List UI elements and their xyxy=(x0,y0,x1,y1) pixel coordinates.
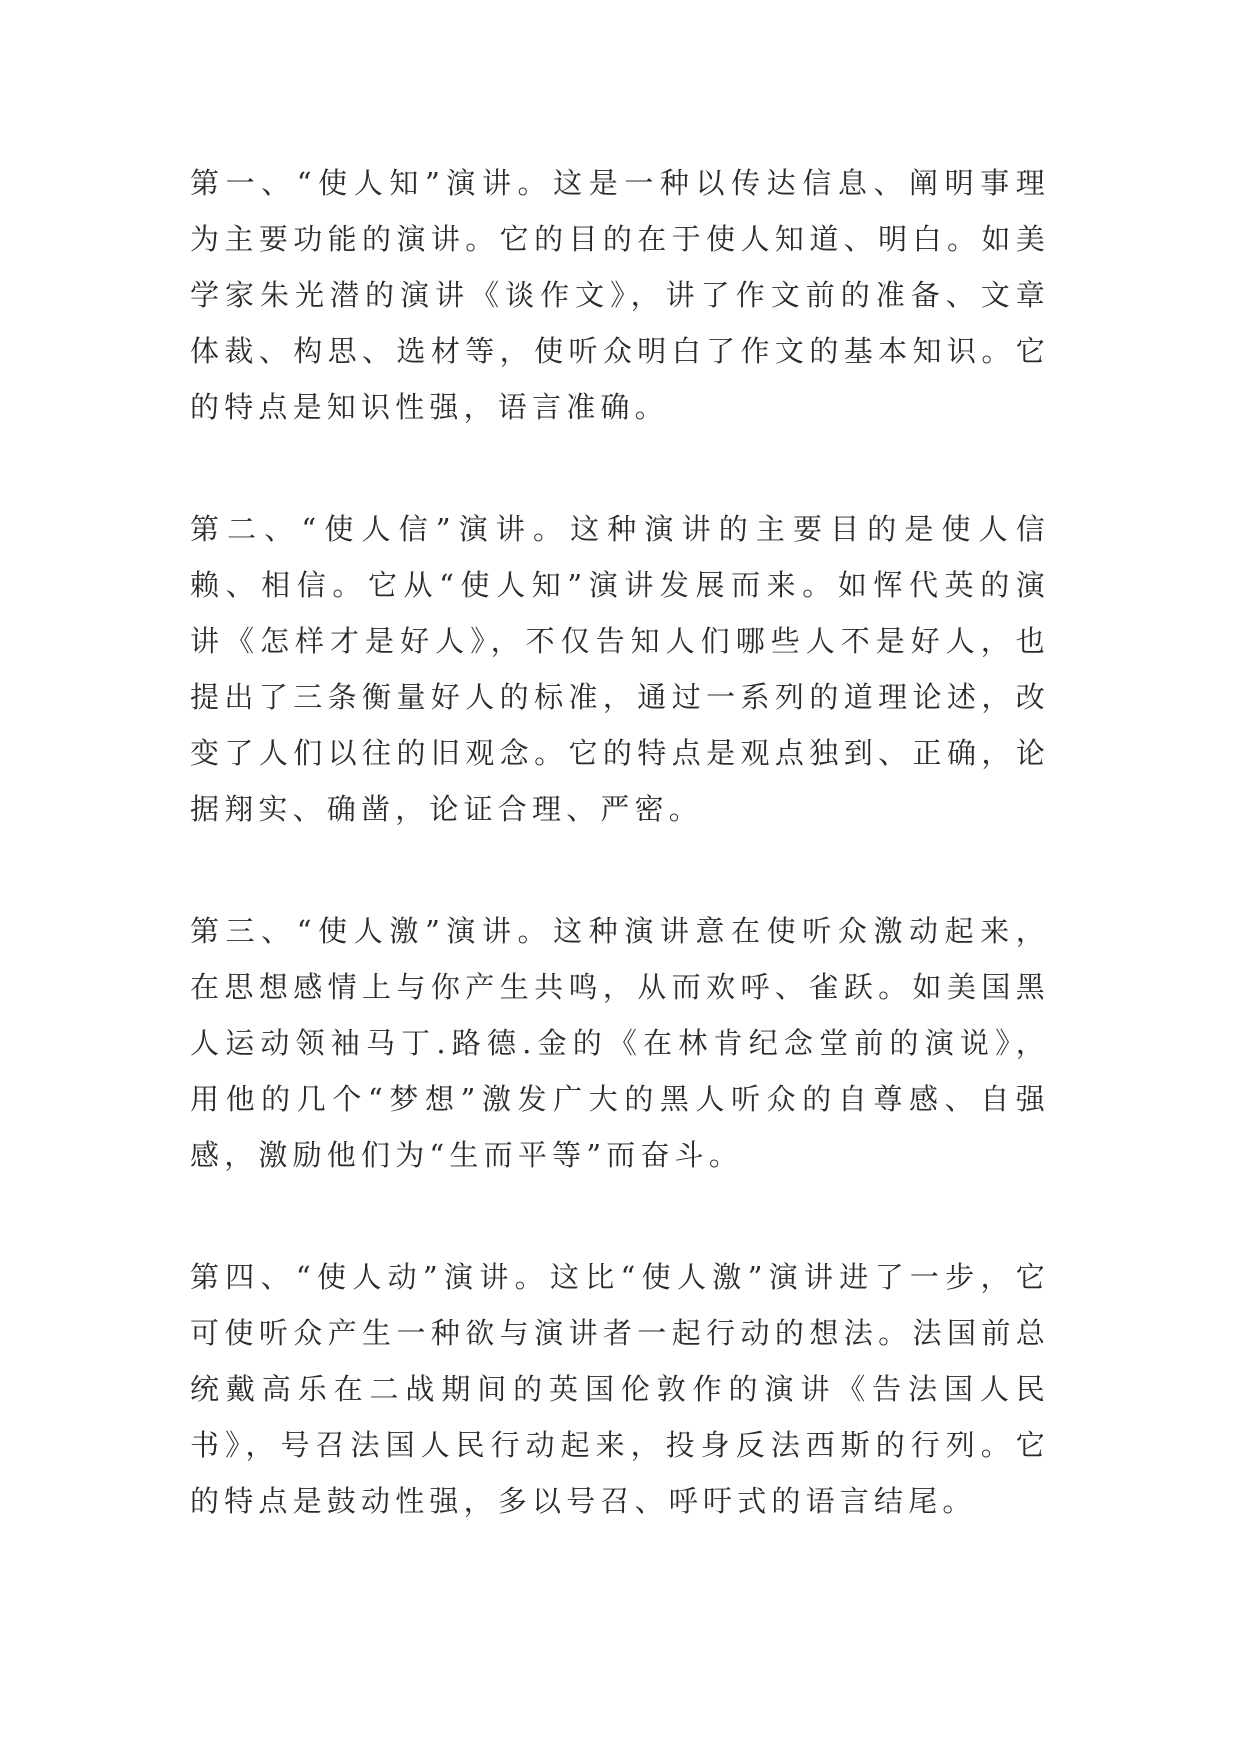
paragraph-shiren-xin: 第二、“使人信”演讲。这种演讲的主要目的是使人信赖、相信。它从“使人知”演讲发展而来。如恽代英的演讲《怎样才是好人》，不仅告知人们哪些人不是好人，也提出了三条衡量好人的标准，通过一系列的道理论述，改变了人们以往的旧观念。它的特点是观点独到、正确，论据翔实、确凿，论证合理、严密。 xyxy=(190,512,1050,826)
paragraph-shiren-dong: 第四、“使人动”演讲。这比“使人激”演讲进了一步，它可使听众产生一种欲与演讲者一起行动的想法。法国前总统戴高乐在二战期间的英国伦敦作的演讲《告法国人民书》，号召法国人民行动起来，投身反法西斯的行列。它的特点是鼓动性强，多以号召、呼吁式的语言结尾。 xyxy=(190,1260,1050,1518)
document-body xyxy=(190,155,1050,1529)
paragraph-shiren-ji: 第三、“使人激”演讲。这种演讲意在使听众激动起来，在思想感情上与你产生共鸣，从而欢呼、雀跃。如美国黑人运动领袖马丁.路德.金的《在林肯纪念堂前的演说》，用他的几个“梦想”激发广大的黑人听众的自尊感、自强感，激励他们为“生而平等”而奋斗。 xyxy=(190,914,1050,1172)
paragraph-shiren-zhi: 第一、“使人知”演讲。这是一种以传达信息、阐明事理为主要功能的演讲。它的目的在于使人知道、明白。如美学家朱光潜的演讲《谈作文》，讲了作文前的准备、文章体裁、构思、选材等，使听众明白了作文的基本知识。它的特点是知识性强，语言准确。 xyxy=(190,166,1050,424)
